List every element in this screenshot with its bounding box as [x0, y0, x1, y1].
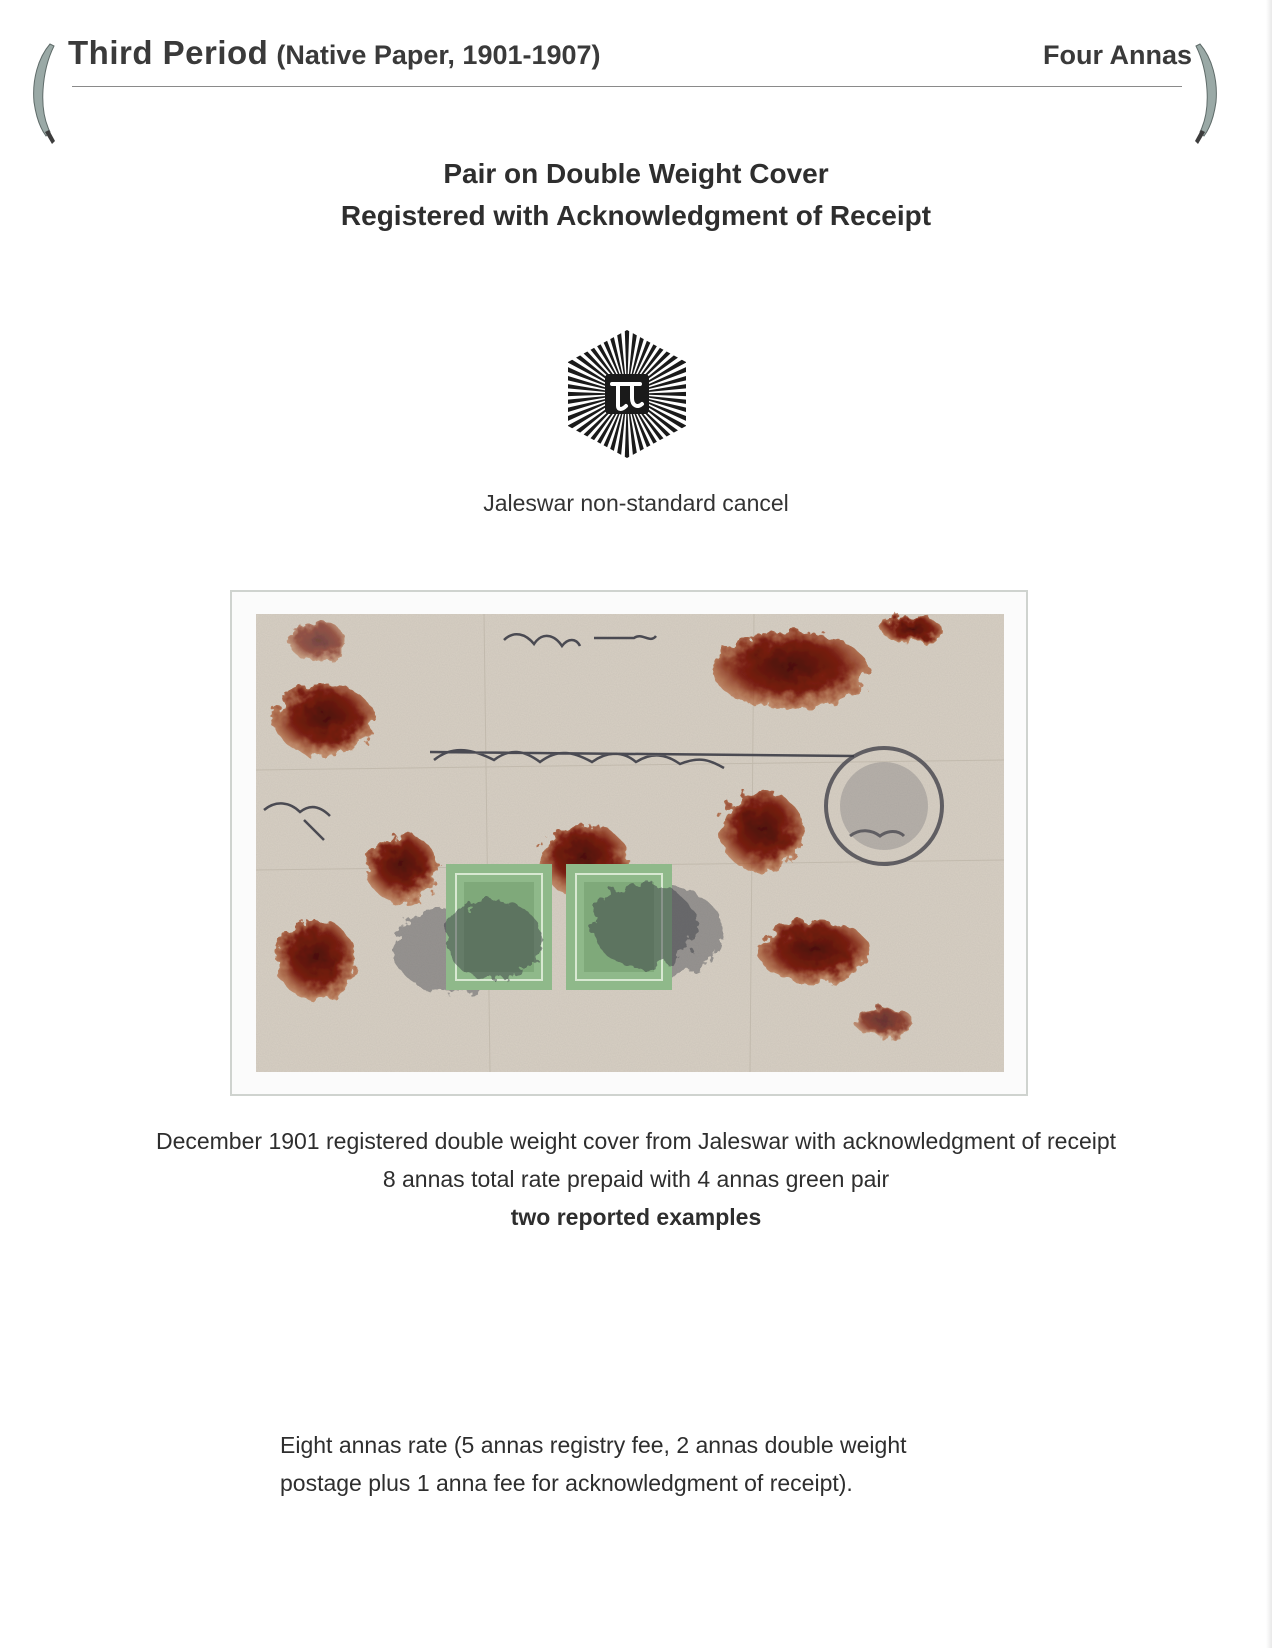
header-divider [72, 86, 1182, 87]
description-line3: two reported examples [510, 1204, 762, 1230]
wax-seal [854, 1008, 914, 1036]
page-title-line1: Pair on Double Weight Cover [443, 158, 829, 189]
wax-seal [712, 632, 868, 708]
page-edge-shadow [1266, 0, 1272, 1648]
wax-seal [366, 834, 438, 902]
kukri-left-icon [30, 40, 58, 144]
jaleswar-cancel-icon [566, 328, 688, 460]
description-line1: December 1901 registered double weight cover from Jaleswar with acknowledgment of receipt [155, 1128, 1117, 1154]
wax-seal [274, 684, 374, 756]
kukri-right-icon [1192, 40, 1220, 144]
wax-seal [758, 920, 870, 984]
rate-note-line2: postage plus 1 anna fee for acknowledgment of receipt). [280, 1470, 853, 1496]
wax-seal [290, 622, 346, 662]
cancel-caption: Jaleswar non-standard cancel [483, 490, 789, 516]
page-title-line2: Registered with Acknowledgment of Receipt [340, 200, 932, 231]
period-title: Third Period [68, 34, 269, 71]
period-subtitle: (Native Paper, 1901-1907) [276, 40, 601, 70]
wax-seal [720, 792, 804, 872]
page-header-value: Four Annas [1042, 40, 1192, 70]
description-line2: 8 annas total rate prepaid with 4 annas green pair [382, 1166, 890, 1192]
wax-seal [882, 616, 942, 644]
circular-postmark [826, 748, 942, 864]
page-header-period [68, 34, 601, 72]
rate-note-line1: Eight annas rate (5 annas registry fee, 2 annas double weight [280, 1432, 907, 1458]
wax-seal [276, 920, 356, 1000]
postal-cover-image [254, 610, 1006, 1076]
